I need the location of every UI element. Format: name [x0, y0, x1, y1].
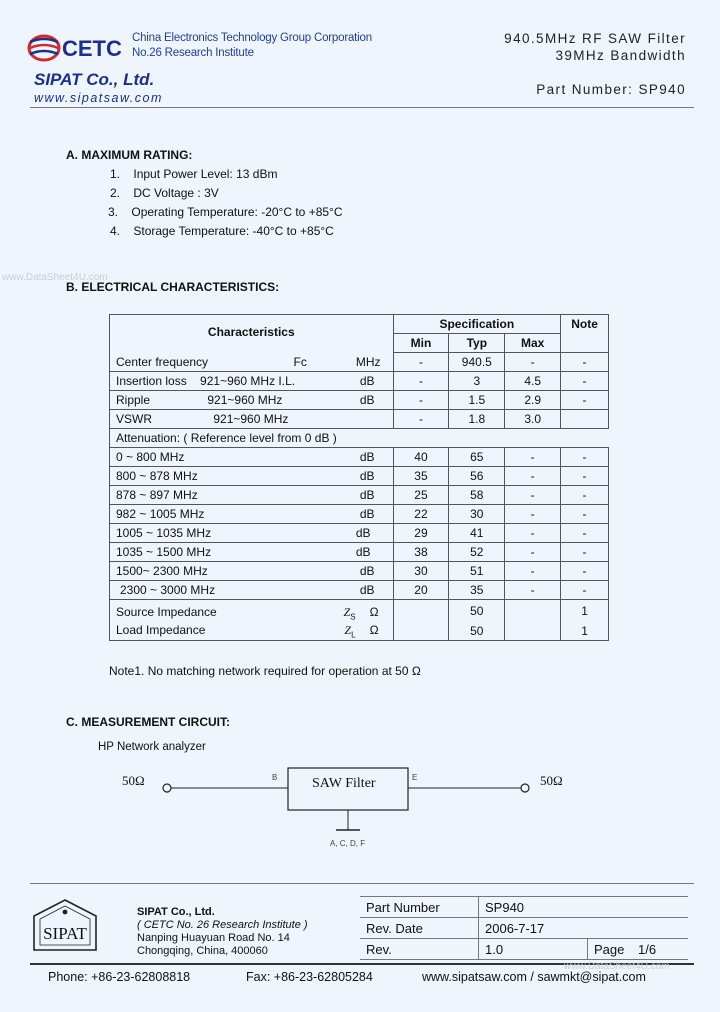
footer-address-2: Chongqing, China, 400060 — [137, 945, 268, 957]
cell-min: 22 — [393, 505, 449, 524]
footer-watermark[interactable]: www.DataSheet4U.com — [564, 961, 670, 972]
footer-divider — [30, 883, 694, 884]
table-row — [110, 581, 609, 600]
cell-min — [393, 600, 449, 623]
cell-min: - — [393, 410, 449, 429]
cell-max: 4.5 — [505, 372, 561, 391]
table-row — [110, 467, 609, 486]
cell-min: 25 — [393, 486, 449, 505]
table-row — [110, 448, 609, 467]
range-cell — [110, 467, 394, 486]
cell-min: - — [393, 391, 449, 410]
param-name: VSWR — [116, 412, 152, 426]
param-symbol-sub: L — [351, 630, 356, 640]
header-max: Max — [505, 334, 561, 353]
cell-typ: 1.8 — [449, 410, 505, 429]
param-cell — [110, 391, 394, 410]
section-b-title: B. ELECTRICAL CHARACTERISTICS: — [66, 280, 280, 294]
header-typ: Typ — [449, 334, 505, 353]
table-row — [110, 562, 609, 581]
cell-typ: 940.5 — [449, 353, 505, 372]
org-line-1: China Electronics Technology Group Corporation — [132, 32, 372, 44]
rating-item-num: 1. — [110, 167, 121, 181]
left-load-label: 50Ω — [122, 773, 145, 788]
cell-note: - — [561, 505, 609, 524]
range-label: 982 ~ 1005 MHz — [116, 507, 205, 521]
range-label: 1500~ 2300 MHz — [116, 564, 208, 578]
range-cell — [110, 524, 394, 543]
rev-date-label: Rev. Date — [360, 918, 479, 939]
range-unit: dB — [359, 507, 375, 521]
cell-typ: 51 — [449, 562, 505, 581]
param-cell — [110, 410, 394, 429]
rev-date-value: 2006-7-17 — [479, 918, 689, 939]
table-row — [110, 505, 609, 524]
cell-max: - — [505, 505, 561, 524]
cetc-logo — [26, 28, 130, 68]
range-label: 1035 ~ 1500 MHz — [116, 545, 212, 559]
rating-item-4 — [110, 224, 334, 238]
table-row — [110, 372, 609, 391]
param-name: Ripple — [116, 393, 151, 407]
document-info-table — [360, 896, 688, 960]
impedance-cell — [110, 600, 394, 623]
cell-max: - — [505, 562, 561, 581]
range-label: 800 ~ 878 MHz — [116, 469, 198, 483]
param-cell — [110, 372, 394, 391]
param-unit: dB — [359, 374, 375, 388]
company-website: www.sipatsaw.com — [34, 91, 163, 105]
table-header-row — [110, 315, 609, 334]
footer-institute: ( CETC No. 26 Research Institute ) — [137, 919, 308, 931]
header-divider — [30, 107, 694, 108]
rating-item-text: Input Power Level: 13 dBm — [133, 167, 278, 181]
output-terminal-icon — [521, 784, 529, 792]
param-name: Load Impedance — [116, 622, 206, 637]
table-row-source-impedance — [110, 600, 609, 623]
cell-min: - — [393, 372, 449, 391]
range-cell — [110, 505, 394, 524]
electrical-characteristics-table — [109, 314, 609, 641]
footer-address-1: Nanping Huayuan Road No. 14 — [137, 932, 290, 944]
info-row — [360, 897, 688, 918]
cetc-logo-text: CETC — [62, 36, 122, 61]
header-part-number: Part Number: SP940 — [536, 82, 686, 97]
attenuation-label: Attenuation: ( Reference level from 0 dB ) — [110, 429, 609, 448]
impedance-cell — [110, 622, 394, 641]
part-number-value: SP940 — [479, 897, 689, 918]
param-symbol: Z — [343, 604, 351, 619]
cell-typ: 3 — [449, 372, 505, 391]
range-label: 1005 ~ 1035 MHz — [116, 526, 212, 540]
cell-max: 3.0 — [505, 410, 561, 429]
cell-min: 20 — [393, 581, 449, 600]
analyzer-label: HP Network analyzer — [98, 741, 206, 753]
footer-company: SIPAT Co., Ltd. — [137, 906, 215, 918]
rating-item-num: 2. — [110, 186, 121, 200]
cell-note: 1 — [561, 600, 609, 623]
cell-min: 29 — [393, 524, 449, 543]
page-value: 1/6 — [638, 941, 657, 957]
cell-note: - — [561, 372, 609, 391]
cell-max: 2.9 — [505, 391, 561, 410]
param-name: Source Impedance — [116, 604, 217, 619]
right-load-label: 50Ω — [540, 773, 563, 788]
cell-note — [561, 410, 609, 429]
range-label: 878 ~ 897 MHz — [116, 488, 198, 502]
cell-typ: 65 — [449, 448, 505, 467]
range-unit: dB — [355, 545, 371, 559]
cell-note: - — [561, 524, 609, 543]
cell-typ: 35 — [449, 581, 505, 600]
part-number-label: Part Number — [360, 897, 479, 918]
company-name: SIPAT Co., Ltd. — [34, 70, 155, 89]
footer-fax: Fax: +86-23-62805284 — [246, 970, 373, 984]
rating-item-num: 4. — [110, 224, 121, 238]
page-cell — [588, 939, 689, 960]
cell-note: - — [561, 467, 609, 486]
rating-item-2 — [110, 186, 219, 200]
table-row — [110, 543, 609, 562]
cell-max — [505, 622, 561, 641]
rev-value: 1.0 — [479, 939, 588, 960]
range-unit: dB — [355, 526, 371, 540]
header-specification: Specification — [393, 315, 561, 334]
param-unit: Ω — [369, 622, 379, 637]
cell-max: - — [505, 524, 561, 543]
cell-note: - — [561, 581, 609, 600]
table-note: Note1. No matching network required for operation at 50 Ω — [109, 664, 421, 678]
rating-item-num: 3. — [108, 205, 119, 219]
cell-typ: 30 — [449, 505, 505, 524]
param-name: Insertion loss — [116, 374, 187, 388]
table-row — [110, 524, 609, 543]
sipat-seal-logo — [28, 896, 102, 958]
info-row — [360, 918, 688, 939]
rating-item-text: Storage Temperature: -40°C to +85°C — [133, 224, 334, 238]
cell-note: 1 — [561, 622, 609, 641]
cell-max: - — [505, 486, 561, 505]
table-row — [110, 391, 609, 410]
cell-note: - — [561, 391, 609, 410]
table-row-center-frequency — [110, 353, 609, 372]
range-cell — [110, 581, 394, 600]
rev-label: Rev. — [360, 939, 479, 960]
range-cell — [110, 562, 394, 581]
cell-typ: 56 — [449, 467, 505, 486]
range-cell — [110, 486, 394, 505]
rating-item-3 — [108, 205, 343, 219]
param-name: Center frequency — [116, 354, 209, 369]
cell-typ: 52 — [449, 543, 505, 562]
cetc-logo-swoosh-icon — [29, 36, 59, 60]
center-frequency-cell — [110, 353, 394, 372]
cell-max — [505, 600, 561, 623]
info-row — [360, 939, 688, 960]
cell-note: - — [561, 486, 609, 505]
org-line-2: No.26 Research Institute — [132, 47, 254, 59]
cell-typ: 41 — [449, 524, 505, 543]
param-unit: dB — [359, 393, 375, 407]
rating-item-text: DC Voltage : 3V — [133, 186, 219, 200]
cell-typ: 1.5 — [449, 391, 505, 410]
table-row-attenuation-label — [110, 429, 609, 448]
range-unit: dB — [359, 564, 375, 578]
range-cell — [110, 448, 394, 467]
pin-out-label: E — [412, 773, 418, 782]
range-label: 2300 ~ 3000 MHz — [120, 583, 216, 597]
cell-min: 30 — [393, 562, 449, 581]
cell-min: 40 — [393, 448, 449, 467]
range-unit: dB — [359, 583, 375, 597]
header-min: Min — [393, 334, 449, 353]
product-title-1: 940.5MHz RF SAW Filter — [504, 31, 686, 46]
pin-in-label: B — [272, 773, 278, 782]
cell-max: - — [505, 467, 561, 486]
cell-max: - — [505, 448, 561, 467]
cell-max: - — [505, 581, 561, 600]
cell-note: - — [561, 448, 609, 467]
header-note: Note — [561, 315, 609, 353]
cell-max: - — [505, 543, 561, 562]
param-symbol-sub: S — [350, 612, 356, 622]
seal-text: SIPAT — [43, 924, 87, 943]
cell-min: - — [393, 353, 449, 372]
ground-pins-label: A, C, D, F — [330, 839, 366, 848]
cell-typ: 50 — [449, 600, 505, 623]
watermark-link[interactable]: www.DataSheet4U.com — [2, 272, 108, 283]
param-unit: MHz — [355, 354, 381, 369]
param-symbol: Fc — [293, 354, 307, 369]
cell-min — [393, 622, 449, 641]
range-label: 0 ~ 800 MHz — [116, 450, 185, 464]
cell-note: - — [561, 543, 609, 562]
cell-max: - — [505, 353, 561, 372]
table-row — [110, 486, 609, 505]
table-row-load-impedance — [110, 622, 609, 641]
param-unit: Ω — [369, 604, 379, 619]
input-terminal-icon — [163, 784, 171, 792]
header-characteristics: Characteristics — [110, 315, 394, 353]
range-unit: dB — [359, 469, 375, 483]
cell-note: - — [561, 353, 609, 372]
rating-item-text: Operating Temperature: -20°C to +85°C — [131, 205, 343, 219]
range-cell — [110, 543, 394, 562]
section-a-title: A. MAXIMUM RATING: — [66, 148, 193, 162]
range-unit: dB — [359, 450, 375, 464]
saw-filter-label: SAW Filter — [312, 776, 376, 791]
param-condition: 921~960 MHz — [213, 412, 289, 426]
footer-phone: Phone: +86-23-62808818 — [48, 970, 191, 984]
table-row — [110, 410, 609, 429]
product-title-2: 39MHz Bandwidth — [555, 48, 686, 63]
page-label: Page — [594, 941, 625, 957]
cell-min: 38 — [393, 543, 449, 562]
rating-item-1 — [110, 167, 277, 181]
param-condition: 921~960 MHz — [207, 393, 283, 407]
cell-typ: 58 — [449, 486, 505, 505]
cell-typ: 50 — [449, 622, 505, 641]
cell-note: - — [561, 562, 609, 581]
param-symbol: Z — [344, 622, 352, 637]
range-unit: dB — [359, 488, 375, 502]
footer-web-email[interactable]: www.sipatsaw.com / sawmkt@sipat.com — [422, 970, 646, 984]
cell-min: 35 — [393, 467, 449, 486]
param-condition: 921~960 MHz I.L. — [200, 374, 296, 388]
section-c-title: C. MEASUREMENT CIRCUIT: — [66, 715, 230, 729]
